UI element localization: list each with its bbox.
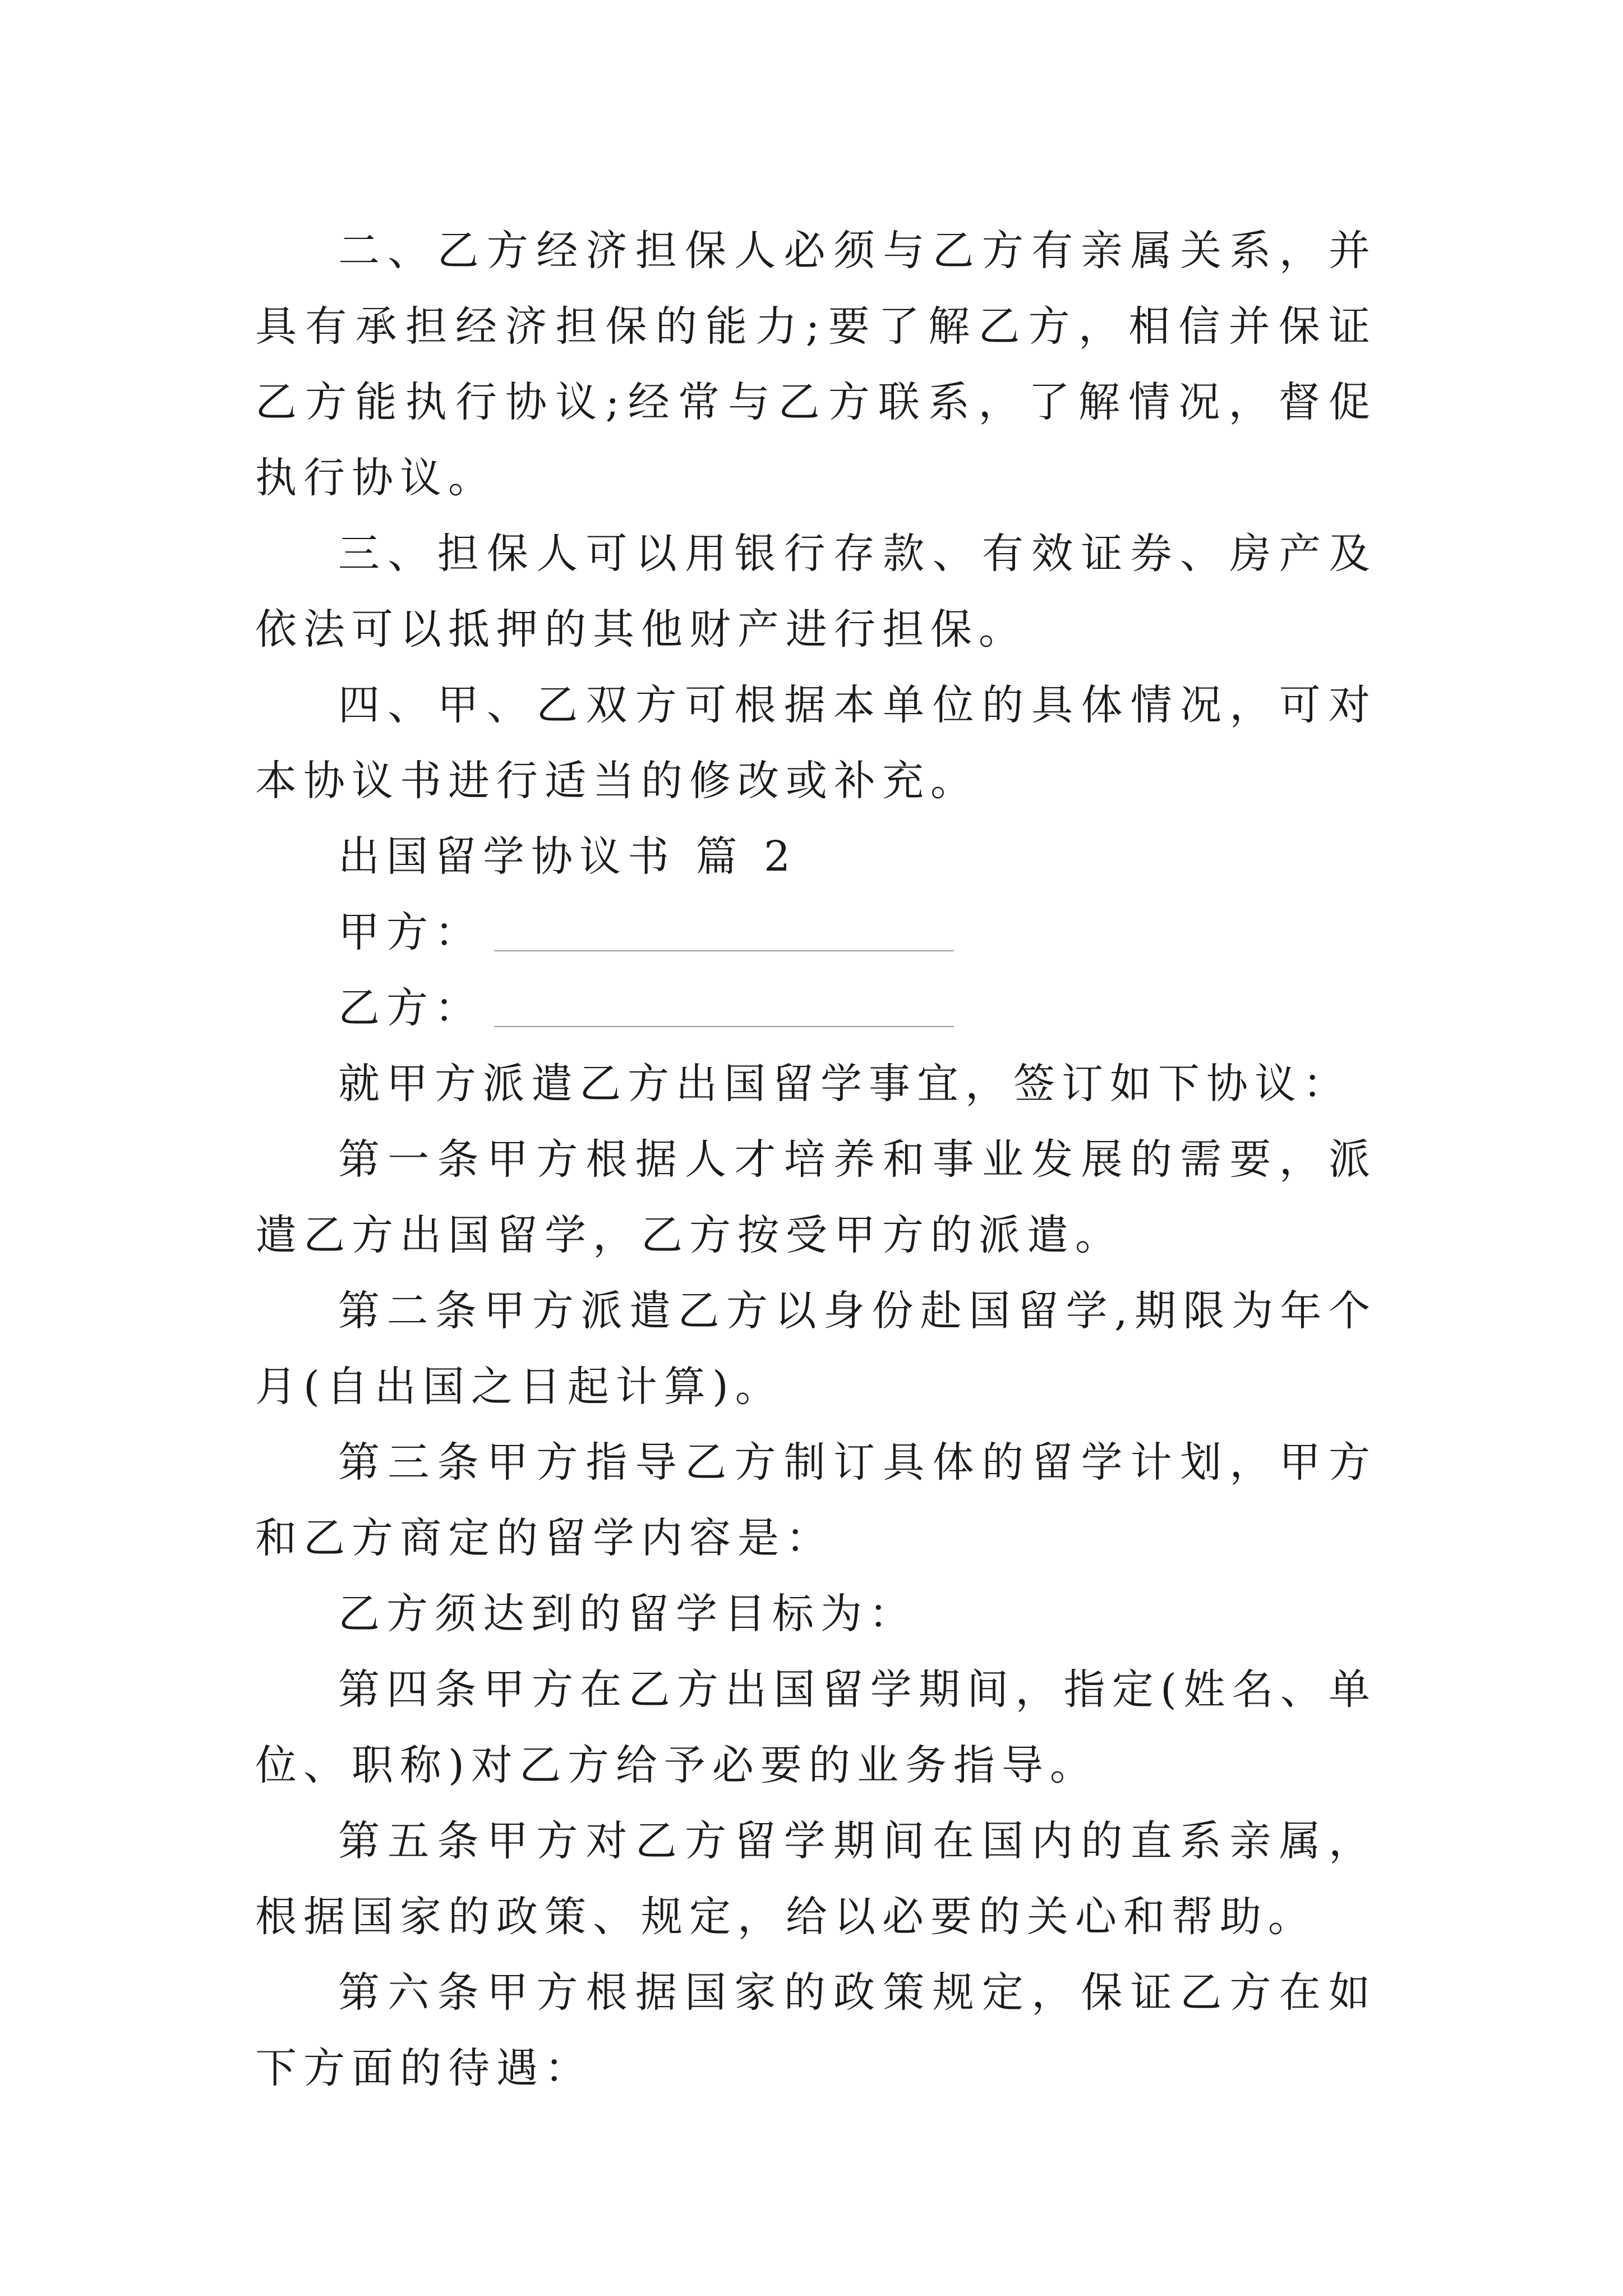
party-b-blank-line <box>494 1026 954 1027</box>
party-a-label: 甲方： <box>338 908 483 956</box>
document-body <box>255 213 1377 2106</box>
paragraph-article-4: 第四条甲方在乙方出国留学期间，指定(姓名、单位、职称)对乙方给予必要的业务指导。 <box>255 1665 1377 1789</box>
paragraph-study-goal: 乙方须达到的留学目标为： <box>338 1590 917 1638</box>
party-b-row <box>255 970 1377 1046</box>
paragraph-article-6: 第六条甲方根据国家的政策规定，保证乙方在如下方面的待遇： <box>255 1968 1377 2092</box>
paragraph-intro: 就甲方派遣乙方出国留学事宜，签订如下协议： <box>338 1060 1351 1108</box>
party-a-blank-line <box>494 950 954 951</box>
paragraph-article-2: 第二条甲方派遣乙方以身份赴国留学,期限为年个月(自出国之日起计算)。 <box>255 1287 1377 1411</box>
paragraph-clause-3: 三、担保人可以用银行存款、有效证券、房产及依法可以抵押的其他财产进行担保。 <box>255 530 1377 654</box>
party-b-label: 乙方： <box>338 984 483 1032</box>
paragraph-article-1: 第一条甲方根据人才培养和事业发展的需要，派遣乙方出国留学，乙方按受甲方的派遣。 <box>255 1135 1377 1259</box>
paragraph-clause-4: 四、甲、乙双方可根据本单位的具体情况，可对本协议书进行适当的修改或补充。 <box>255 681 1377 805</box>
paragraph-article-5: 第五条甲方对乙方留学期间在国内的直系亲属，根据国家的政策、规定，给以必要的关心和帮助。 <box>255 1817 1377 1941</box>
paragraph-clause-2: 二、乙方经济担保人必须与乙方有亲属关系，并具有承担经济担保的能力;要了解乙方，相信并保证乙方能执行协议;经常与乙方联系，了解情况，督促执行协议。 <box>255 227 1377 502</box>
paragraph-article-3: 第三条甲方指导乙方制订具体的留学计划，甲方和乙方商定的留学内容是： <box>255 1438 1377 1562</box>
party-a-row <box>255 895 1377 970</box>
section-heading: 出国留学协议书 篇 2 <box>338 832 797 881</box>
